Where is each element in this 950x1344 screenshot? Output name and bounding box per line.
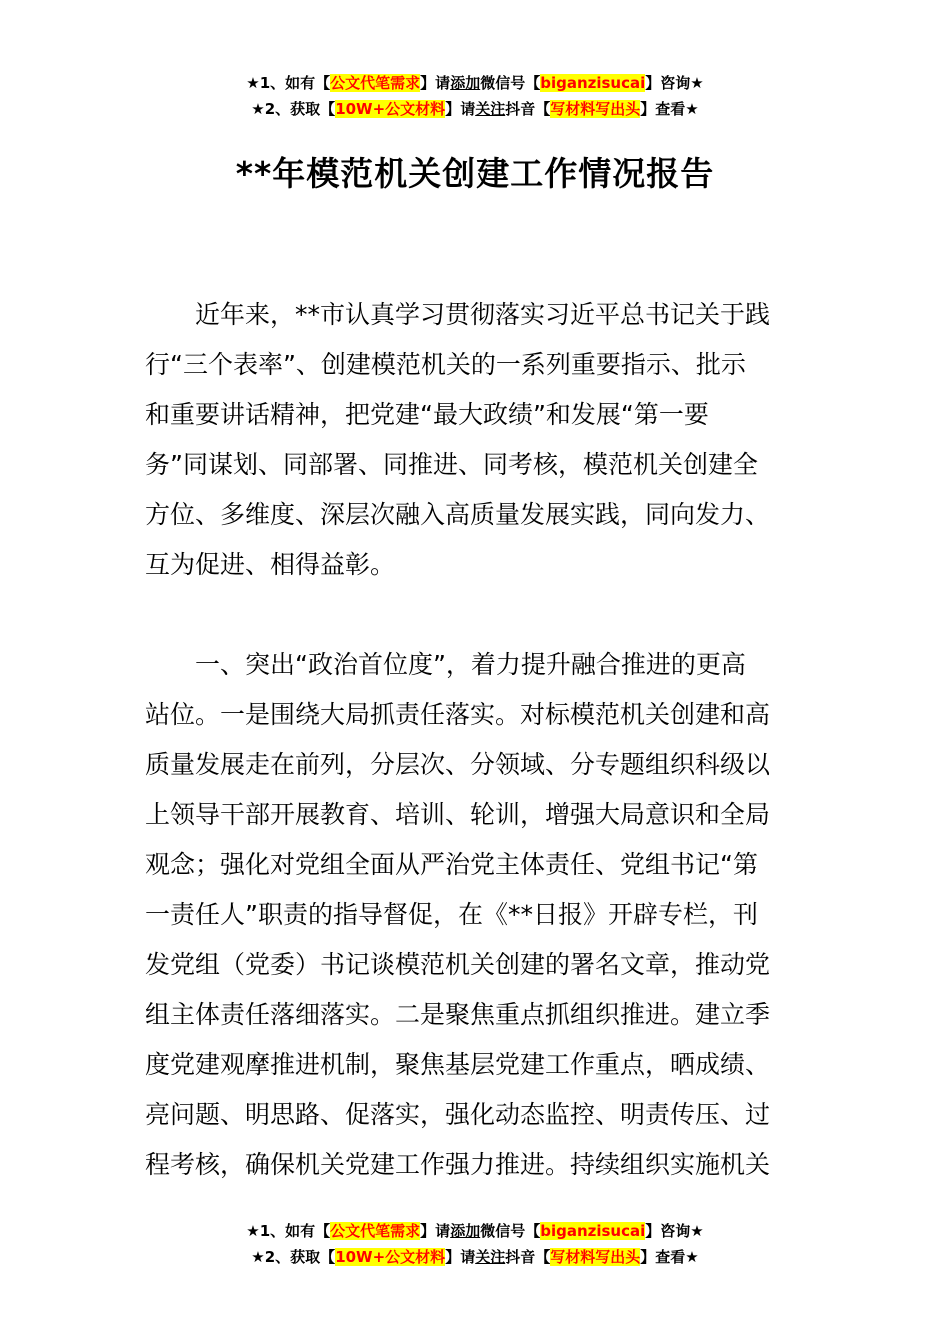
promo-underlined: 添加: [450, 1222, 481, 1240]
text-line: 近年来，**市认真学习贯彻落实习近平总书记关于践: [145, 300, 771, 329]
promo-highlight: 写材料写出头: [550, 1248, 641, 1266]
text-line: 一、突出“政治首位度”，着力提升融合推进的更高: [145, 650, 746, 679]
text-line: 观念；强化对党组全面从严治党主体责任、党组书记“第: [145, 850, 758, 879]
text-line: 度党建观摩推进机制，聚焦基层党建工作重点，晒成绩、: [145, 1050, 771, 1079]
promo-banner-bottom: [0, 1218, 950, 1270]
text-line: 一责任人”职责的指导督促，在《**日报》开辟专栏，刊: [145, 900, 758, 929]
text-line: 发党组（党委）书记谈模范机关创建的署名文章，推动党: [145, 950, 771, 979]
text-line: 行“三个表率”、创建模范机关的一系列重要指示、批示: [145, 350, 746, 379]
promo-text: ★2、获取【: [251, 1248, 336, 1266]
promo-highlight: 公文代笔需求: [330, 74, 421, 92]
promo-text: 】请: [420, 74, 451, 92]
promo-text: 】请: [420, 1222, 451, 1240]
promo-banner-top: [0, 70, 950, 122]
promo-underlined: 关注: [475, 100, 506, 118]
promo-line-2: [0, 1244, 950, 1270]
paragraph-section-one: [145, 640, 807, 1190]
promo-text: 】咨询★: [645, 1222, 704, 1240]
promo-line-2: [0, 96, 950, 122]
text-line: 互为促进、相得益彰。: [145, 550, 396, 579]
text-line: 上领导干部开展教育、培训、轮训，增强大局意识和全局: [145, 800, 771, 829]
promo-underlined: 关注: [475, 1248, 506, 1266]
promo-text: ★2、获取【: [251, 100, 336, 118]
promo-highlight: 写材料写出头: [550, 100, 641, 118]
text-line: 方位、多维度、深层次融入高质量发展实践，同向发力、: [145, 500, 771, 529]
text-line: 亮问题、明思路、促落实，强化动态监控、明责传压、过: [145, 1100, 771, 1129]
promo-line-1: [0, 70, 950, 96]
promo-underlined: 添加: [450, 74, 481, 92]
promo-text: 微信号【: [480, 1222, 541, 1240]
document-body: [145, 290, 807, 1190]
promo-text: 微信号【: [480, 74, 541, 92]
text-line: 程考核，确保机关党建工作强力推进。持续组织实施机关: [145, 1150, 771, 1179]
promo-highlight: biganzisucai: [540, 74, 646, 92]
promo-text: 】请: [445, 100, 476, 118]
promo-text: 抖音【: [505, 100, 551, 118]
document-title: **年模范机关创建工作情况报告: [235, 154, 715, 193]
promo-text: 】查看★: [640, 100, 699, 118]
promo-text: 】查看★: [640, 1248, 699, 1266]
promo-highlight: 公文代笔需求: [330, 1222, 421, 1240]
promo-text: 】请: [445, 1248, 476, 1266]
text-line: 和重要讲话精神，把党建“最大政绩”和发展“第一要: [145, 400, 709, 429]
text-line: 站位。一是围绕大局抓责任落实。对标模范机关创建和高: [145, 700, 771, 729]
promo-text: 】咨询★: [645, 74, 704, 92]
paragraph-gap: [145, 590, 807, 640]
promo-text: ★1、如有【: [246, 74, 331, 92]
promo-line-1: [0, 1218, 950, 1244]
promo-text: 抖音【: [505, 1248, 551, 1266]
text-line: 务”同谋划、同部署、同推进、同考核，模范机关创建全: [145, 450, 758, 479]
promo-highlight: biganzisucai: [540, 1222, 646, 1240]
text-line: 组主体责任落细落实。二是聚焦重点抓组织推进。建立季: [145, 1000, 771, 1029]
paragraph-intro: [145, 290, 807, 590]
promo-highlight: 10W+公文材料: [335, 1248, 446, 1266]
text-line: 质量发展走在前列，分层次、分领域、分专题组织科级以: [145, 750, 771, 779]
promo-highlight: 10W+公文材料: [335, 100, 446, 118]
promo-text: ★1、如有【: [246, 1222, 331, 1240]
